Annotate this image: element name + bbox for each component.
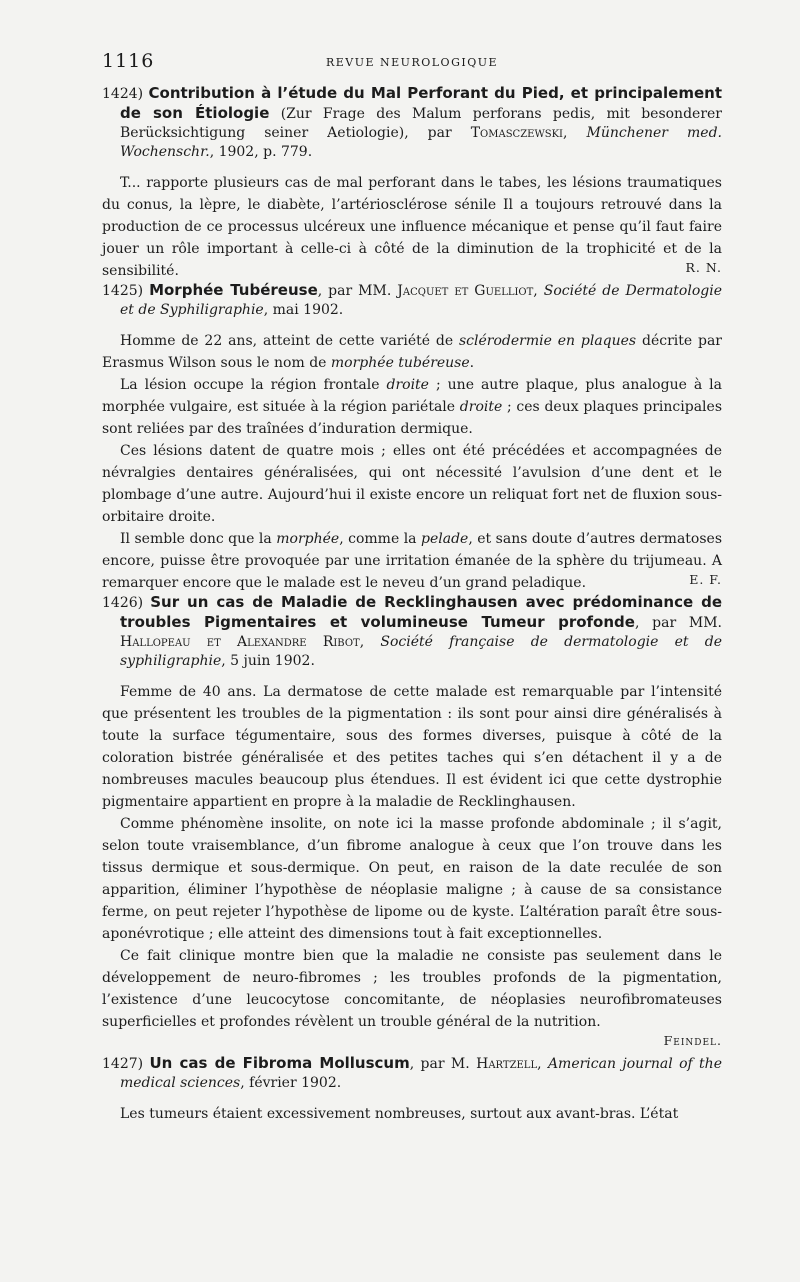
entry-paragraph: T... rapporte plusieurs cas de mal perforant dans le tabes, les lésions traumatiques du conus, la lèpre, le diabète, l’artériosclérose sénile Il a toujours retrouvé dans la production de ce processus ulcéreux une influence mécanique et pense qu’il faut faire jouer un rôle important à celle-ci à côté de la diminution de la trophicité et de la sensibilité.: [102, 175, 722, 279]
entry-author: Hartzell: [476, 1056, 538, 1072]
entry-number: 1427): [102, 1056, 144, 1072]
entry-author: Hallopeau et Alexandre Ribot: [120, 634, 360, 650]
entry-ref-date: , 5 juin 1902.: [221, 653, 315, 669]
entry-paragraph: Ces lésions datent de quatre mois ; elles ont été précédées et accompagnées de névralgies dentaires généralisées, qui ont nécessité l’avulsion d’une dent et le plombage d’une autre. Aujourd’hui il existe encore un reliquat fort net de fluxion sous-orbitaire droite.: [102, 443, 722, 525]
entry-ref: (Zur Frage des Malum perforans pedis, mit besonderer Berücksichtigung seiner Aetiologie), par: [120, 106, 722, 141]
entry-ref-date: , mai 1902.: [263, 302, 344, 318]
entry-number: 1426): [102, 595, 144, 611]
text-run: décrite par Erasmus Wilson sous le nom de: [102, 333, 722, 371]
entry-signature: Feindel.: [663, 1033, 722, 1048]
entry-journal: Société française de dermatologie et de syphiligraphie: [120, 634, 723, 669]
entry-signature: R. N.: [685, 260, 722, 275]
entry-ref-sep: ,: [359, 634, 381, 650]
page-number: 1116: [102, 50, 155, 72]
text-run: , comme la: [339, 531, 422, 547]
running-head: [102, 50, 722, 80]
text-run: Homme de 22 ans, atteint de cette variété de: [120, 333, 459, 349]
emphasis: droite: [386, 377, 429, 393]
entry-title: Contribution à l’étude du Mal Perforant du Pied, et principalement de son Étiologie: [120, 84, 723, 122]
text-run: La lésion occupe la région frontale: [120, 377, 387, 393]
entry-1426: [102, 593, 722, 1048]
entry-title: Morphée Tubéreuse: [149, 281, 318, 299]
entry-ref: , par MM.: [317, 283, 398, 299]
entry-author: Jacquet et Guelliot: [397, 283, 534, 299]
emphasis: sclérodermie en plaques: [458, 333, 637, 349]
entry-title: Sur un cas de Maladie de Recklinghausen avec prédominance de troubles Pigmentaires et volumineuse Tumeur profonde: [120, 593, 722, 631]
entry-1425: [102, 281, 722, 591]
text-run: ; une autre plaque, plus analogue à la morphée vulgaire, est située à la région pariétale: [102, 377, 722, 415]
entry-paragraph: Femme de 40 ans. La dermatose de cette malade est remarquable par l’intensité que présentent les troubles de la pigmentation : ils sont pour ainsi dire généralisés à toute la surface tégumentaire, sous des formes diverses, puisque à côté de la coloration bistrée généralisée et des petites taches qui s’en détachent il y a de nombreuses macules beaucoup plus étendues. Il est évident ici que cette dystrophie pigmentaire appartient en propre à la maladie de Recklinghausen.: [102, 684, 722, 810]
entry-ref: , par MM.: [634, 615, 722, 631]
text-run: , et sans doute d’autres dermatoses encore, puisse être provoquée par une irritation émanée de la sphère du trijumeau. A remarquer encore que le malade est le neveu d’un grand peladique.: [102, 531, 722, 591]
entry-ref-sep: ,: [537, 1056, 548, 1072]
entry-signature: E. F.: [689, 572, 722, 587]
entry-ref-sep: ,: [563, 125, 587, 141]
entry-author: Tomasczewski: [470, 125, 563, 141]
entry-ref-sep: ,: [533, 283, 544, 299]
entry-heading: [102, 84, 722, 162]
journal-name: REVUE NEUROLOGIQUE: [325, 56, 499, 69]
entry-paragraph: [102, 330, 722, 374]
entry-heading: [102, 281, 722, 320]
entry-ref-date: , 1902, p. 779.: [209, 144, 313, 160]
entry-title: Un cas de Fibroma Molluscum: [149, 1054, 410, 1072]
emphasis: morphée: [276, 531, 340, 547]
entry-number: 1425): [102, 283, 144, 299]
entry-paragraph: Ce fait clinique montre bien que la maladie ne consiste pas seulement dans le développement de neuro-fibromes ; les troubles profonds de la pigmentation, l’existence d’une leucocytose concomitante, de néoplasies neurofibromateuses superficielles et profondes révèlent un trouble général de la nutrition.: [102, 948, 722, 1030]
entry-heading: [102, 593, 722, 671]
entry-journal: American journal of the medical sciences: [120, 1056, 722, 1091]
entry-journal: Münchener med. Wochenschr.: [120, 125, 722, 160]
entry-number: 1424): [102, 86, 144, 102]
entry-1427: [102, 1054, 722, 1125]
entry-heading: [102, 1054, 722, 1093]
text-run: ; ces deux plaques principales sont reliées par des traînées d’induration dermique.: [102, 399, 722, 437]
emphasis: pelade: [421, 531, 469, 547]
text-run: .: [469, 355, 475, 371]
emphasis: droite: [459, 399, 503, 415]
entry-ref: , par M.: [409, 1056, 477, 1072]
entry-paragraph: Comme phénomène insolite, on note ici la masse profonde abdominale ; il s’agit, selon toute vraisemblance, d’un fibrome analogue à ceux que l’on trouve dans les tissus dermique et sous-dermique. On peut, en raison de la date reculée de son apparition, éliminer l’hypothèse de néoplasie maligne ; à cause de sa consistance ferme, on peut rejeter l’hypothèse de lipome ou de kyste. L’altération paraît être sous-aponévrotique ; elle atteint des dimensions tout à fait exceptionnelles.: [102, 816, 722, 942]
text-run: Il semble donc que la: [120, 531, 277, 547]
entry-1424: [102, 84, 723, 279]
entry-paragraph: [102, 374, 722, 440]
entry-journal: Société de Dermatologie et de Syphiligraphie: [120, 283, 722, 318]
emphasis: morphée tubéreuse: [330, 355, 470, 371]
entry-ref-date: , février 1902.: [240, 1075, 342, 1091]
entry-paragraph: Les tumeurs étaient excessivement nombreuses, surtout aux avant-bras. L’état: [120, 1106, 679, 1122]
